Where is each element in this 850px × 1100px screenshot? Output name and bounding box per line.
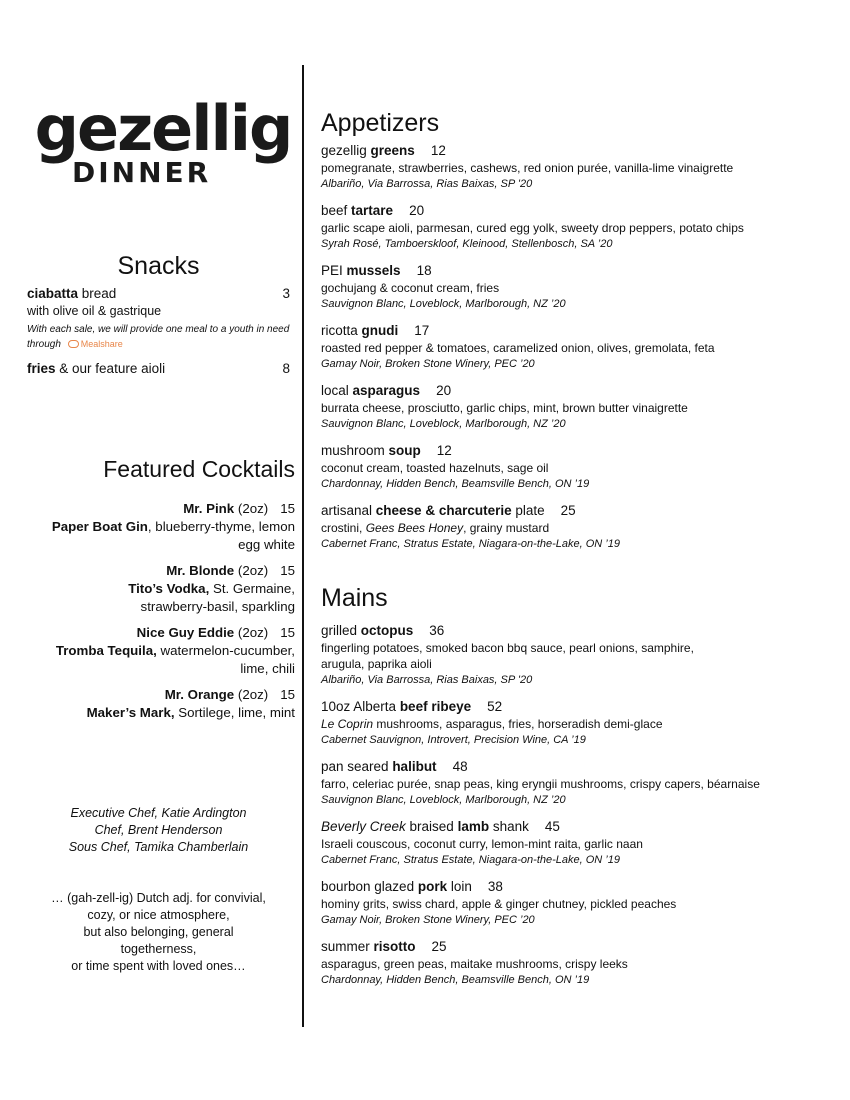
menu-item: summer risotto 25 asparagus, green peas, maitake mushrooms, crispy leeks Chardonnay, Hidden Bench, Beamsville Bench, ON ’19: [321, 938, 821, 988]
mains-heading: Mains: [321, 584, 388, 612]
item-description: garlic scape aioli, parmesan, cured egg yolk, sweety drop peppers, potato chips: [321, 221, 744, 235]
snack-name-bold: ciabatta: [27, 286, 79, 301]
item-price: 25: [431, 939, 447, 954]
item-price: 38: [487, 879, 503, 894]
menu-item: gezellig greens 12 pomegranate, strawberries, cashews, red onion purée, vanilla-lime vinaigrette Albariño, Via Barrossa, Rias Baixas, SP '20: [321, 142, 821, 192]
snack-price: 8: [282, 361, 290, 376]
mealshare-icon: [68, 340, 79, 348]
item-price: 45: [544, 819, 560, 834]
item-price: 20: [409, 203, 425, 218]
item-price: 12: [436, 443, 452, 458]
item-description: pomegranate, strawberries, cashews, red onion purée, vanilla-lime vinaigrette: [321, 161, 734, 175]
cocktail-price: 15: [280, 687, 295, 702]
item-description: roasted red pepper & tomatoes, caramelized onion, olives, gremolata, feta: [321, 341, 715, 355]
cocktail-item: Mr. Pink (2oz) 15 Paper Boat Gin, blueberry-thyme, lemon egg white: [51, 501, 295, 552]
item-description: arugula, paprika aioli: [321, 657, 432, 671]
snack-name-bold: fries: [27, 361, 56, 376]
column-divider: [302, 65, 304, 1027]
item-price: 20: [436, 383, 452, 398]
cocktail-item: Mr. Blonde (2oz) 15 Tito’s Vodka, St. Germaine, strawberry-basil, sparkling: [128, 563, 295, 614]
item-description: farro, celeriac purée, snap peas, king eryngii mushrooms, crispy capers, béarnaise: [321, 777, 760, 791]
item-price: 18: [416, 263, 432, 278]
cocktail-price: 15: [280, 501, 295, 516]
item-description: hominy grits, swiss chard, apple & ginger chutney, pickled peaches: [321, 897, 677, 911]
wine-pairing: Albariño, Via Barrossa, Rias Baixas, SP '20: [321, 178, 533, 190]
menu-item: ricotta gnudi 17 roasted red pepper & tomatoes, caramelized onion, olives, gremolata, feta Gamay Noir, Broken Stone Winery, PEC ’20: [321, 322, 821, 372]
mealshare-logo: Mealshare: [68, 339, 123, 349]
cocktail-item: Nice Guy Eddie (2oz) 15 Tromba Tequila, watermelon-cucumber, lime, chili: [55, 625, 295, 676]
menu-item: grilled octopus 36 fingerling potatoes, smoked bacon bbq sauce, pearl onions, samphire, arugula, paprika aioli Albariño, Via Barrossa, Rias Baixas, SP '20: [321, 622, 821, 688]
snack-name-rest: bread: [78, 286, 117, 301]
cocktail-price: 15: [280, 563, 295, 578]
menu-item: bourbon glazed pork loin 38 hominy grits, swiss chard, apple & ginger chutney, pickled peaches Gamay Noir, Broken Stone Winery, PEC ’20: [321, 878, 821, 928]
item-description: asparagus, green peas, maitake mushrooms, crispy leeks: [321, 957, 628, 971]
item-description: coconut cream, toasted hazelnuts, sage oil: [321, 461, 549, 475]
item-price: 52: [487, 699, 503, 714]
wine-pairing: Cabernet Franc, Stratus Estate, Niagara-on-the-Lake, ON ’19: [321, 538, 620, 550]
item-price: 25: [560, 503, 576, 518]
menu-item: artisanal cheese & charcuterie plate 25 crostini, Gees Bees Honey, grainy mustard Cabernet Franc, Stratus Estate, Niagara-on-the-Lake, ON ’19: [321, 502, 821, 552]
logo-subtitle: DINNER: [72, 156, 212, 189]
mains-section: [321, 583, 821, 988]
snack-name-rest: & our feature aioli: [55, 361, 166, 376]
menu-item: pan seared halibut 48 farro, celeriac purée, snap peas, king eryngii mushrooms, crispy capers, béarnaise Sauvignon Blanc, Loveblock, Marlborough, NZ ’20: [321, 758, 821, 808]
wine-pairing: Cabernet Franc, Stratus Estate, Niagara-on-the-Lake, ON ’19: [321, 854, 620, 866]
restaurant-logo: [32, 92, 294, 189]
cocktail-item: Mr. Orange (2oz) 15 Maker’s Mark, Sortilege, lime, mint: [86, 687, 295, 720]
wine-pairing: Syrah Rosé, Tamboerskloof, Kleinood, Stellenbosch, SA ’20: [321, 238, 613, 250]
snack-description: with olive oil & gastrique: [27, 304, 162, 318]
menu-item: Beverly Creek braised lamb shank 45 Israeli couscous, coconut curry, lemon-mint raita, garlic naan Cabernet Franc, Stratus Estate, Niagara-on-the-Lake, ON ’19: [321, 818, 821, 868]
menu-item: mushroom soup 12 coconut cream, toasted hazelnuts, sage oil Chardonnay, Hidden Bench, Beamsville Bench, ON ’19: [321, 442, 821, 492]
appetizers-heading: Appetizers: [321, 109, 440, 137]
appetizers-section: [321, 108, 821, 552]
chef-credits: Executive Chef, Katie Ardington Chef, Brent Henderson Sous Chef, Tamika Chamberlain: [68, 806, 249, 854]
snack-price: 3: [282, 286, 290, 301]
menu-item: 10oz Alberta beef ribeye 52 Le Coprin mushrooms, asparagus, fries, horseradish demi-glace Cabernet Sauvignon, Introvert, Precision Wine, CA ’19: [321, 698, 821, 748]
menu-item: local asparagus 20 burrata cheese, prosciutto, garlic chips, mint, brown butter vinaigrette Sauvignon Blanc, Loveblock, Marlborough, NZ ’20: [321, 382, 821, 432]
mealshare-note: With each sale, we will provide one meal to a youth in need through Mealshare: [27, 324, 290, 350]
snack-item: [27, 286, 290, 352]
wine-pairing: Gamay Noir, Broken Stone Winery, PEC ’20: [321, 914, 535, 926]
item-price: 36: [429, 623, 445, 638]
wine-pairing: Chardonnay, Hidden Bench, Beamsville Bench, ON ’19: [321, 478, 590, 490]
wine-pairing: Gamay Noir, Broken Stone Winery, PEC ’20: [321, 358, 535, 370]
item-price: 48: [452, 759, 468, 774]
gezellig-definition: … (gah-zell-ig) Dutch adj. for convivial, cozy, or nice atmosphere, but also belonging, general togetherness, or time spent with loved ones…: [51, 891, 266, 973]
wine-pairing: Sauvignon Blanc, Loveblock, Marlborough, NZ ’20: [321, 418, 566, 430]
wine-pairing: Sauvignon Blanc, Loveblock, Marlborough, NZ ’20: [321, 298, 566, 310]
item-description: burrata cheese, prosciutto, garlic chips, mint, brown butter vinaigrette: [321, 401, 688, 415]
cocktails-heading: Featured Cocktails: [103, 456, 295, 482]
item-description: crostini, Gees Bees Honey, grainy mustard: [321, 521, 550, 535]
item-description: Israeli couscous, coconut curry, lemon-mint raita, garlic naan: [321, 837, 643, 851]
snacks-heading: Snacks: [117, 252, 200, 280]
menu-item: PEI mussels 18 gochujang & coconut cream, fries Sauvignon Blanc, Loveblock, Marlborough, NZ ’20: [321, 262, 821, 312]
snack-item: [27, 361, 290, 376]
wine-pairing: Cabernet Sauvignon, Introvert, Precision Wine, CA ’19: [321, 734, 586, 746]
wine-pairing: Albariño, Via Barrossa, Rias Baixas, SP '20: [321, 674, 533, 686]
item-description: Le Coprin mushrooms, asparagus, fries, horseradish demi-glace: [321, 717, 663, 731]
item-description: gochujang & coconut cream, fries: [321, 281, 500, 295]
item-price: 17: [414, 323, 430, 338]
item-price: 12: [430, 143, 446, 158]
cocktail-price: 15: [280, 625, 295, 640]
menu-item: beef tartare 20 garlic scape aioli, parmesan, cured egg yolk, sweety drop peppers, potato chips Syrah Rosé, Tamboerskloof, Kleinood, Stellenbosch, SA ’20: [321, 202, 821, 252]
logo-wordmark: gezellig: [34, 92, 292, 165]
wine-pairing: Chardonnay, Hidden Bench, Beamsville Bench, ON ’19: [321, 974, 590, 986]
wine-pairing: Sauvignon Blanc, Loveblock, Marlborough, NZ ’20: [321, 794, 566, 806]
item-description: fingerling potatoes, smoked bacon bbq sauce, pearl onions, samphire,: [321, 641, 694, 655]
